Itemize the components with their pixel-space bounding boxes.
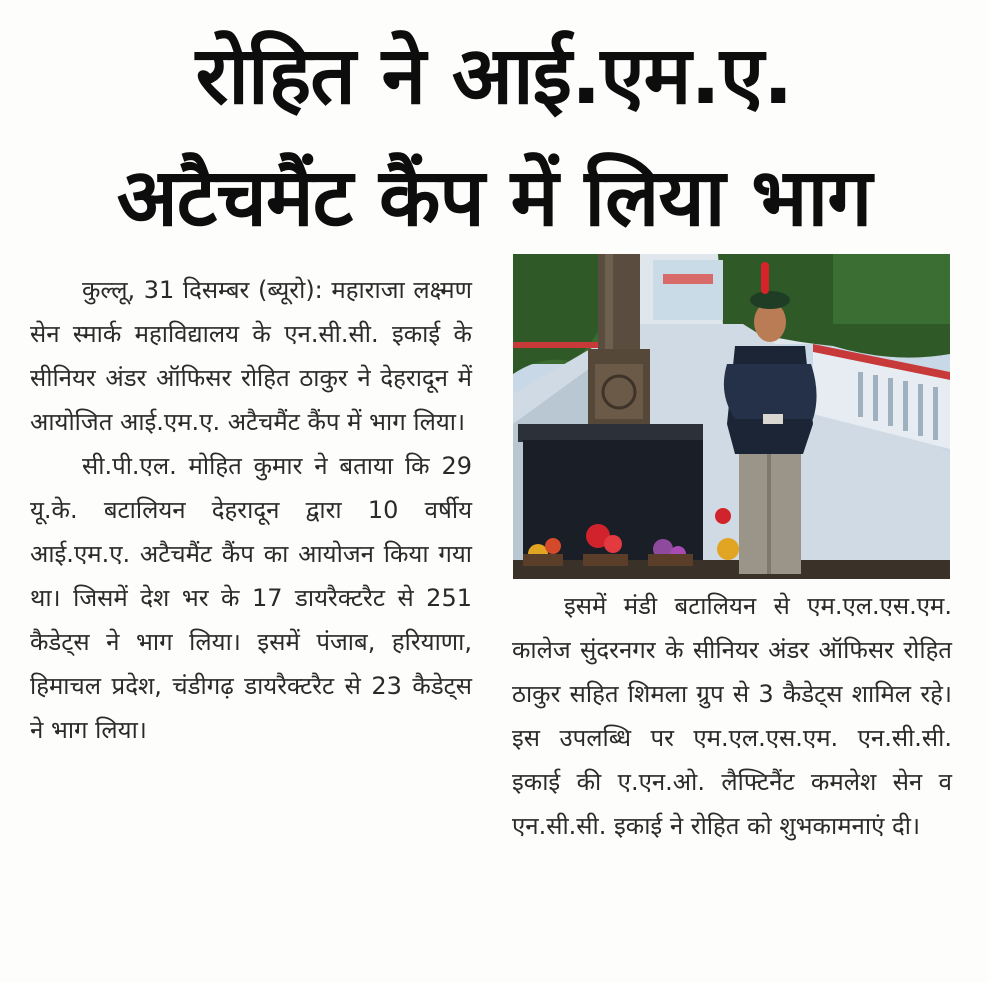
news-photo: [513, 254, 950, 579]
article-left-column: [30, 268, 472, 752]
article-paragraph-2: सी.पी.एल. मोहित कुमार ने बताया कि 29 यू.के. बटालियन देहरादून द्वारा 10 वर्षीय आई.एम.ए. अटैचमैंट कैंप का आयोजन किया गया था। जिसमें देश भर के 17 डायरैक्टरैट से 251 कैडेट्स ने भाग लिया। इसमें पंजाब, हरियाणा, हिमाचल प्रदेश, चंडीगढ़ डायरैक्टरैट से 23 कैडेट्स ने भाग लिया।: [30, 452, 472, 744]
paragraph-1-text: महाराजा लक्ष्मण सेन स्मार्क महाविद्यालय के एन.सी.सी. इकाई के सीनियर अंडर ऑफिसर रोहित ठाकुर ने देहरादून में आयोजित आई.एम.ए. अटैचमैंट कैंप में भाग लिया।: [30, 276, 472, 436]
article-paragraph-1: [30, 268, 472, 444]
dateline: कुल्लू, 31 दिसम्बर (ब्यूरो):: [82, 276, 323, 304]
headline-line-1: रोहित ने आई.एम.ए.: [195, 29, 793, 122]
photo-cadet-at-memorial: [513, 254, 950, 579]
headline-line-2: अटैचमैंट कैंप में लिया भाग: [116, 151, 872, 244]
article-paragraph-3: इसमें मंडी बटालियन से एम.एल.एस.एम. कालेज सुंदरनगर के सीनियर अंडर ऑफिसर रोहित ठाकुर सहित शिमला ग्रुप से 3 कैडेट्स शामिल रहे। इस उपलब्धि पर एम.एल.एस.एम. एन.सी.सी. इकाई की ए.एन.ओ. लैफ्टिनैंट कमलेश सेन व एन.सी.सी. इकाई ने रोहित को शुभकामनाएं दी।: [512, 592, 952, 840]
article-right-column: [512, 584, 952, 848]
